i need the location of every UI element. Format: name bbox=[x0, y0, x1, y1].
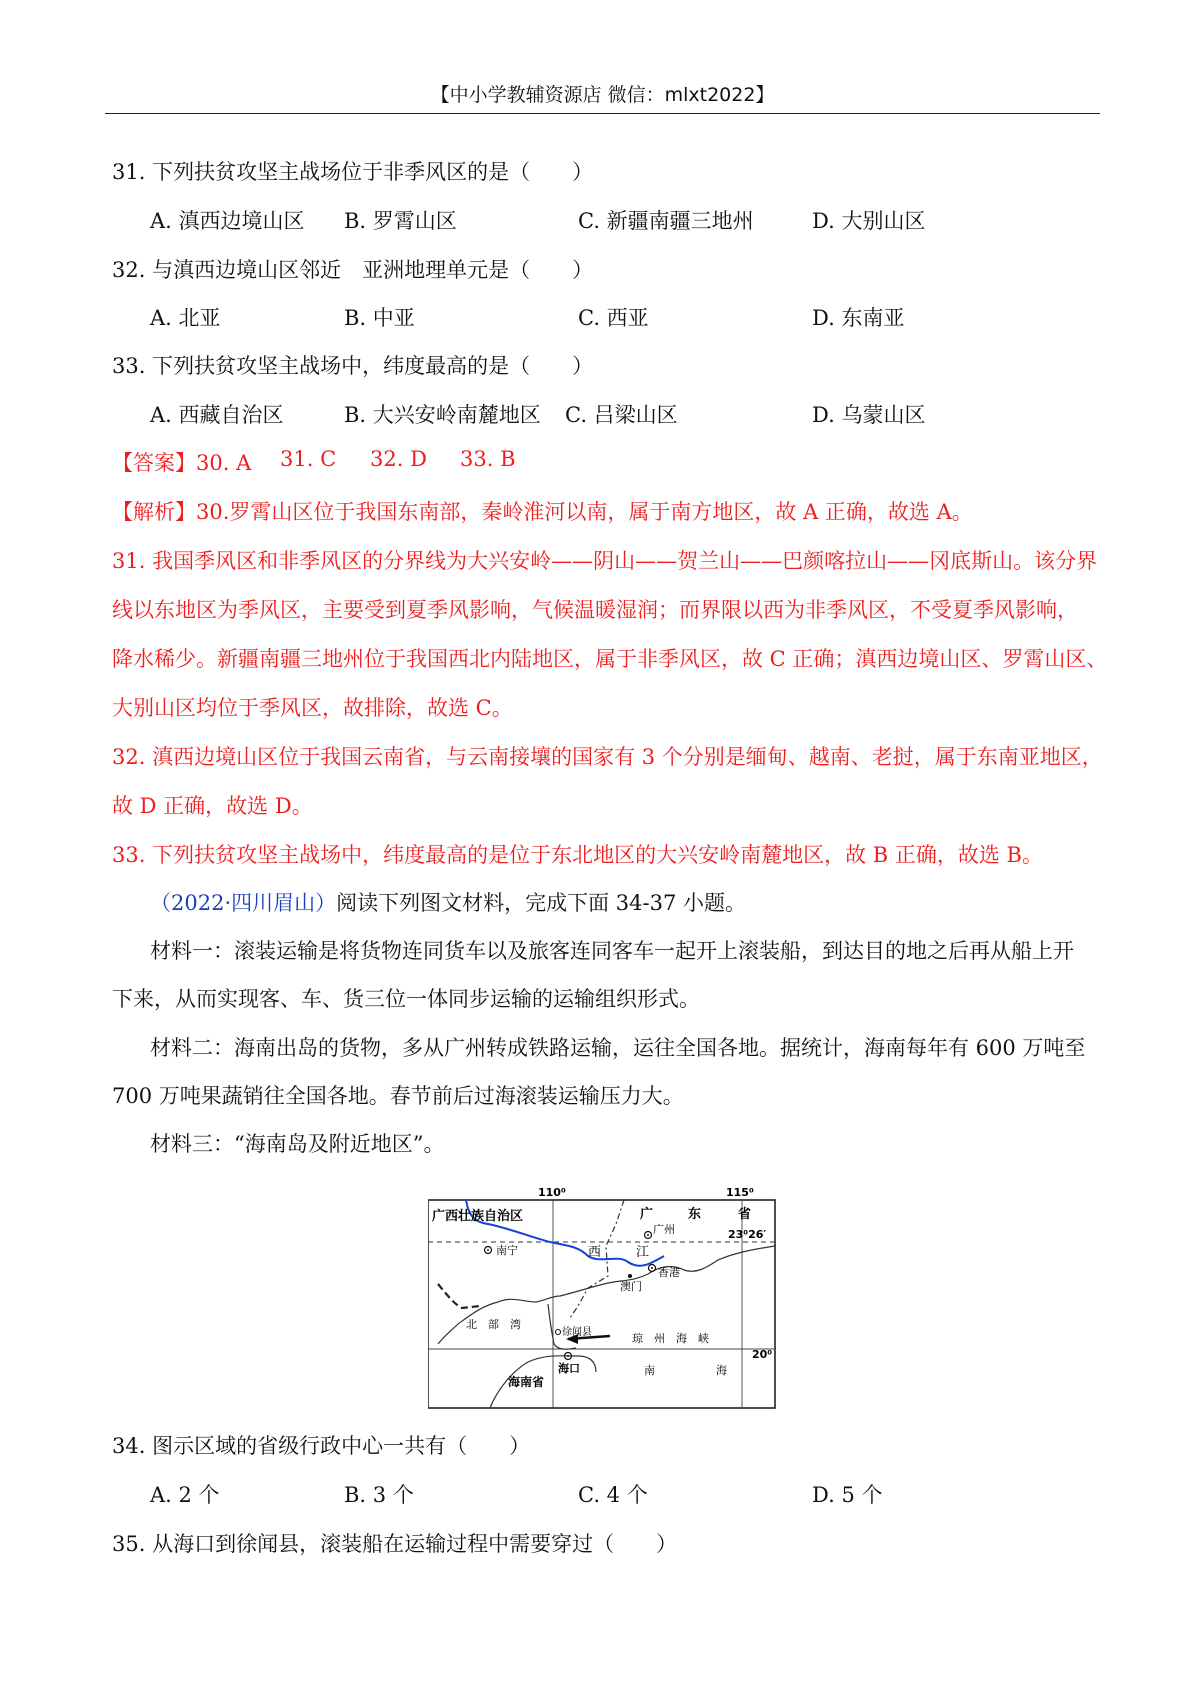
answer-item: 32. D bbox=[370, 447, 427, 471]
analysis-32-line1: 32. 滇西边境山区位于我国云南省，与云南接壤的国家有 3 个分别是缅甸、越南、老挝，属于东南亚地区， bbox=[112, 745, 1103, 769]
q32-option-a: A. 北亚 bbox=[150, 306, 221, 330]
sheng-label: 省 bbox=[738, 1207, 752, 1222]
question-source bbox=[150, 887, 746, 917]
q32-option-b: B. 中亚 bbox=[344, 306, 415, 330]
q35-stem: 35. 从海口到徐闻县，滚装船在运输过程中需要穿过（ ） bbox=[112, 1532, 678, 1556]
page-header: 【中小学教辅资源店 微信：mlxt2022】 bbox=[430, 84, 775, 106]
tropic-label: 23⁰26′ bbox=[728, 1228, 767, 1241]
answer-item: 33. B bbox=[460, 447, 516, 471]
guangxi-label: 广西壮族自治区 bbox=[432, 1209, 524, 1224]
q34-option-c: C. 4 个 bbox=[578, 1483, 648, 1507]
answer-label: 【答案】 bbox=[112, 451, 196, 475]
answer-item: 31. C bbox=[280, 447, 337, 471]
material2-line1: 材料二：海南出岛的货物，多从广州转成铁路运输，运往全国各地。据统计，海南每年有 600 万吨至 bbox=[150, 1036, 1086, 1060]
analysis-31-line1: 31. 我国季风区和非季风区的分界线为大兴安岭——阴山——贺兰山——巴颜喀拉山——冈底斯山。该分界 bbox=[112, 549, 1098, 573]
material3: 材料三：“海南岛及附近地区”。 bbox=[150, 1132, 445, 1156]
material1-line1: 材料一：滚装运输是将货物连同货车以及旅客连同客车一起开上滚装船，到达目的地之后再从船上开 bbox=[150, 939, 1074, 963]
answer-item: 30. A bbox=[196, 451, 252, 475]
q33-option-d: D. 乌蒙山区 bbox=[812, 403, 926, 427]
map-svg bbox=[428, 1184, 778, 1410]
q34-option-d: D. 5 个 bbox=[812, 1483, 883, 1507]
nanning-label: 南宁 bbox=[496, 1244, 518, 1257]
hainan-region-map bbox=[428, 1184, 778, 1410]
xi-label: 西 bbox=[588, 1245, 602, 1260]
analysis-31-line2: 线以东地区为季风区，主要受到夏季风影响，气候温暖湿润；而界限以西为非季风区，不受夏季风影响， bbox=[112, 598, 1078, 622]
q34-option-a: A. 2 个 bbox=[150, 1483, 220, 1507]
q32-option-c: C. 西亚 bbox=[578, 306, 649, 330]
nan-label: 南 bbox=[644, 1364, 655, 1377]
material1-line2: 下来，从而实现客、车、货三位一体同步运输的运输组织形式。 bbox=[112, 987, 700, 1011]
xuwen-label: 徐闻县 bbox=[562, 1327, 592, 1338]
xianggang-label: 香港 bbox=[658, 1266, 680, 1279]
lat20-label: 20⁰ bbox=[752, 1348, 773, 1361]
q34-stem: 34. 图示区域的省级行政中心一共有（ ） bbox=[112, 1434, 531, 1458]
dong-label: 东 bbox=[688, 1207, 702, 1222]
hainan-label: 海南省 bbox=[508, 1375, 545, 1389]
analysis-31-line3: 降水稀少。新疆南疆三地州位于我国西北内陆地区，属于非季风区，故 C 正确；滇西边境山区、罗霄山区、 bbox=[112, 647, 1108, 671]
q31-option-c: C. 新疆南疆三地州 bbox=[578, 209, 754, 233]
q33-option-c: C. 吕梁山区 bbox=[565, 403, 678, 427]
hai-label: 海 bbox=[716, 1364, 727, 1377]
material2-line2: 700 万吨果蔬销往全国各地。春节前后过海滚装运输压力大。 bbox=[112, 1084, 684, 1108]
q33-stem: 33. 下列扶贫攻坚主战场中，纬度最高的是（ ） bbox=[112, 354, 594, 378]
q34-option-b: B. 3 个 bbox=[344, 1483, 414, 1507]
aomen-marker bbox=[628, 1274, 632, 1278]
q31-stem: 31. 下列扶贫攻坚主战场位于非季风区的是（ ） bbox=[112, 160, 594, 184]
q32-stem: 32. 与滇西边境山区邻近 亚洲地理单元是（ ） bbox=[112, 258, 594, 282]
source-text: 阅读下列图文材料，完成下面 34-37 小题。 bbox=[336, 891, 747, 915]
q32-option-d: D. 东南亚 bbox=[812, 306, 905, 330]
q31-option-a: A. 滇西边境山区 bbox=[150, 209, 305, 233]
guang-label: 广 bbox=[640, 1207, 654, 1222]
q31-option-d: D. 大别山区 bbox=[812, 209, 926, 233]
analysis-30 bbox=[112, 496, 973, 526]
q33-option-a: A. 西藏自治区 bbox=[150, 403, 284, 427]
analysis-32-line2: 故 D 正确，故选 D。 bbox=[112, 794, 313, 818]
haikou-label: 海口 bbox=[558, 1362, 580, 1375]
source-tag: （2022·四川眉山） bbox=[150, 891, 337, 915]
answer-line bbox=[112, 447, 251, 477]
qiongzhou-label: 琼 州 海 峡 bbox=[632, 1332, 709, 1345]
lon110-label: 110⁰ bbox=[538, 1186, 566, 1199]
analysis-label: 【解析】 bbox=[112, 500, 196, 524]
lon115-label: 115⁰ bbox=[726, 1186, 754, 1199]
jiang-label: 江 bbox=[636, 1245, 650, 1260]
analysis-31-line4: 大别山区均位于季风区，故排除，故选 C。 bbox=[112, 696, 513, 720]
guangzhou-label: 广州 bbox=[653, 1223, 675, 1236]
analysis-33: 33. 下列扶贫攻坚主战场中，纬度最高的是位于东北地区的大兴安岭南麓地区，故 B 正确，故选 B。 bbox=[112, 843, 1043, 867]
q31-option-b: B. 罗霄山区 bbox=[344, 209, 457, 233]
q33-option-b: B. 大兴安岭南麓地区 bbox=[344, 403, 541, 427]
beibuwan-label: 北 部 湾 bbox=[466, 1318, 521, 1331]
aomen-label: 澳门 bbox=[620, 1280, 642, 1293]
analysis-30-text: 30.罗霄山区位于我国东南部，秦岭淮河以南，属于南方地区，故 A 正确，故选 A。 bbox=[196, 500, 973, 524]
header-divider bbox=[105, 113, 1100, 114]
